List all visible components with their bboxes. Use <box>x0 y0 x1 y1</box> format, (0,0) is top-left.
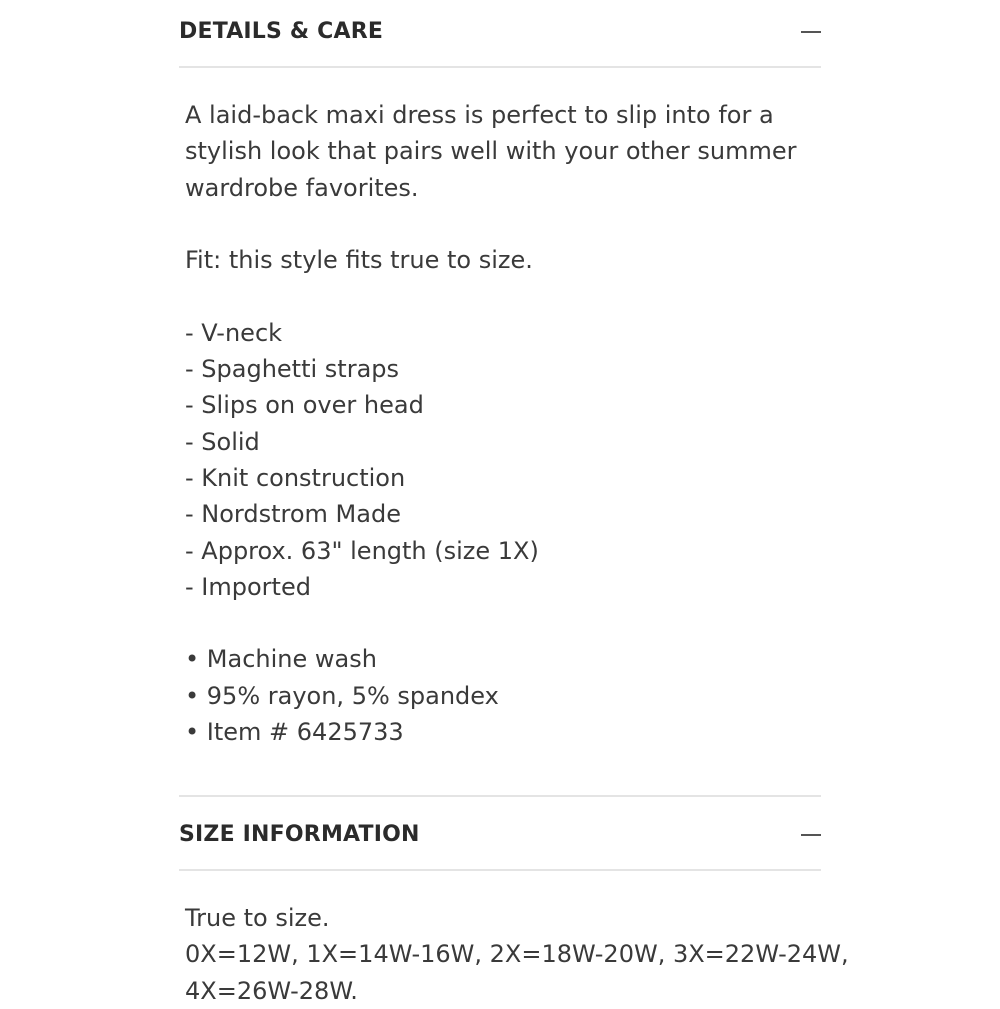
details-care-content <box>185 97 815 750</box>
feature-item: - Spaghetti straps <box>185 355 400 384</box>
size-line: True to size. <box>185 904 330 932</box>
feature-item: - Slips on over head <box>185 391 424 420</box>
size-information-divider <box>179 869 821 871</box>
care-item: • 95% rayon, 5% spandex <box>185 681 499 710</box>
minus-icon[interactable] <box>781 822 821 848</box>
feature-item: - Nordstrom Made <box>185 500 401 529</box>
size-line: 0X=12W, 1X=14W-16W, 2X=18W-20W, 3X=22W-24W, <box>185 940 849 969</box>
description-line: wardrobe favorites. <box>185 173 419 202</box>
size-information-content <box>185 900 849 1009</box>
size-line: 4X=26W-28W. <box>185 976 358 1005</box>
description-line: A laid-back maxi dress is perfect to slip into for a <box>185 101 774 129</box>
size-information-header[interactable] <box>179 822 821 862</box>
details-care-divider <box>179 66 821 68</box>
details-care-header[interactable] <box>179 19 821 59</box>
feature-item: - Solid <box>185 427 260 456</box>
details-care-title: DETAILS & CARE <box>179 19 384 44</box>
feature-item: - V-neck <box>185 318 283 347</box>
feature-item: - Approx. 63" length (size 1X) <box>185 536 539 565</box>
care-item: • Machine wash <box>185 645 377 674</box>
feature-item: - Imported <box>185 572 311 601</box>
description-line: stylish look that pairs well with your other summer <box>185 137 797 166</box>
fit-note: Fit: this style fits true to size. <box>185 246 533 275</box>
size-info-top-divider <box>179 795 821 797</box>
minus-icon[interactable] <box>781 19 821 45</box>
care-item: • Item # 6425733 <box>185 718 404 747</box>
size-information-title: SIZE INFORMATION <box>179 822 420 847</box>
feature-item: - Knit construction <box>185 463 406 492</box>
